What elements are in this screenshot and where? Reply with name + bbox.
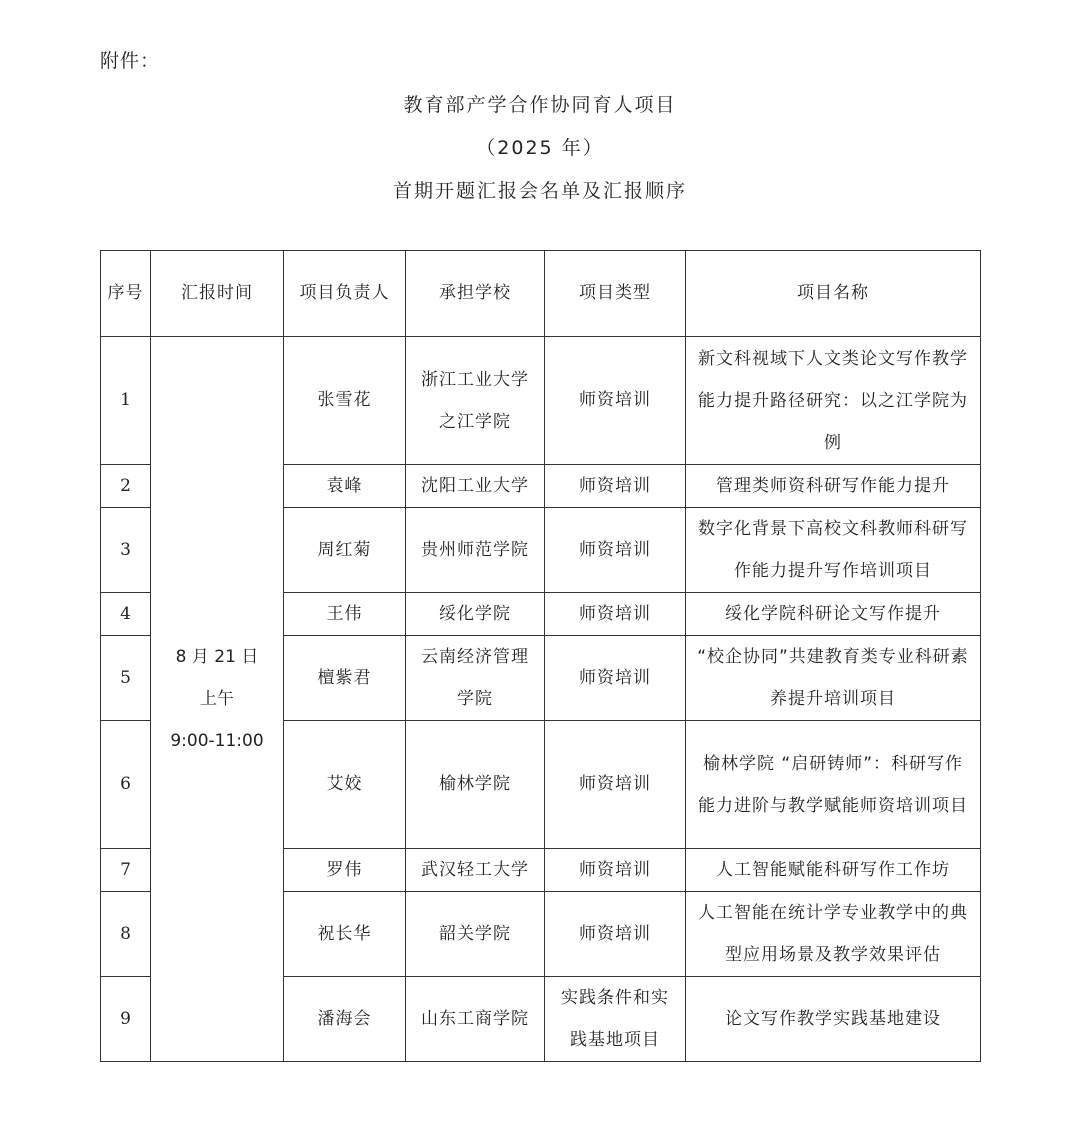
row-project-name: 管理类师资科研写作能力提升 bbox=[686, 465, 981, 508]
row-school: 韶关学院 bbox=[406, 892, 545, 977]
row-project-name: 人工智能赋能科研写作工作坊 bbox=[686, 849, 981, 892]
row-leader: 潘海会 bbox=[284, 977, 406, 1062]
header-type: 项目类型 bbox=[545, 251, 686, 337]
row-type: 师资培训 bbox=[545, 849, 686, 892]
row-no: 4 bbox=[101, 593, 151, 636]
report-time-range: 9:00-11:00 bbox=[170, 731, 264, 751]
row-leader: 张雪花 bbox=[284, 337, 406, 465]
row-school: 武汉轻工大学 bbox=[406, 849, 545, 892]
row-type: 师资培训 bbox=[545, 508, 686, 593]
table-row bbox=[101, 337, 981, 465]
row-type: 师资培训 bbox=[545, 721, 686, 849]
row-project-name: “校企协同”共建教育类专业科研素养提升培训项目 bbox=[686, 636, 981, 721]
row-leader: 王伟 bbox=[284, 593, 406, 636]
row-school: 绥化学院 bbox=[406, 593, 545, 636]
document-year: （2025 年） bbox=[476, 137, 604, 159]
report-period: 上午 bbox=[200, 689, 234, 709]
row-school: 云南经济管理学院 bbox=[406, 636, 545, 721]
report-date: 8 月 21 日 bbox=[175, 647, 259, 667]
row-type: 师资培训 bbox=[545, 337, 686, 465]
table-header-row bbox=[101, 251, 981, 337]
row-no: 3 bbox=[101, 508, 151, 593]
row-type: 师资培训 bbox=[545, 465, 686, 508]
row-school: 贵州师范学院 bbox=[406, 508, 545, 593]
row-school: 沈阳工业大学 bbox=[406, 465, 545, 508]
row-no: 8 bbox=[101, 892, 151, 977]
row-school: 榆林学院 bbox=[406, 721, 545, 849]
row-school: 山东工商学院 bbox=[406, 977, 545, 1062]
row-project-name: 论文写作教学实践基地建设 bbox=[686, 977, 981, 1062]
row-type: 师资培训 bbox=[545, 892, 686, 977]
header-no: 序号 bbox=[101, 251, 151, 337]
row-no: 5 bbox=[101, 636, 151, 721]
row-no: 6 bbox=[101, 721, 151, 849]
report-time-cell bbox=[151, 337, 284, 1062]
attachment-label: 附件： bbox=[100, 50, 161, 72]
row-school: 浙江工业大学之江学院 bbox=[406, 337, 545, 465]
document-title: 教育部产学合作协同育人项目 bbox=[403, 94, 677, 116]
row-no: 2 bbox=[101, 465, 151, 508]
row-leader: 周红菊 bbox=[284, 508, 406, 593]
row-leader: 艾姣 bbox=[284, 721, 406, 849]
row-leader: 祝长华 bbox=[284, 892, 406, 977]
row-no: 7 bbox=[101, 849, 151, 892]
row-project-name: 榆林学院 “启研铸师”：科研写作能力进阶与教学赋能师资培训项目 bbox=[686, 721, 981, 849]
row-project-name: 绥化学院科研论文写作提升 bbox=[686, 593, 981, 636]
row-project-name: 数字化背景下高校文科教师科研写作能力提升写作培训项目 bbox=[686, 508, 981, 593]
document-subtitle: 首期开题汇报会名单及汇报顺序 bbox=[392, 180, 687, 202]
row-project-name: 新文科视域下人文类论文写作教学能力提升路径研究：以之江学院为例 bbox=[686, 337, 981, 465]
row-leader: 檀紫君 bbox=[284, 636, 406, 721]
row-leader: 袁峰 bbox=[284, 465, 406, 508]
header-school: 承担学校 bbox=[406, 251, 545, 337]
row-type: 师资培训 bbox=[545, 593, 686, 636]
schedule-table bbox=[100, 250, 981, 1062]
row-no: 1 bbox=[101, 337, 151, 465]
header-time: 汇报时间 bbox=[151, 251, 284, 337]
row-leader: 罗伟 bbox=[284, 849, 406, 892]
row-no: 9 bbox=[101, 977, 151, 1062]
row-type: 师资培训 bbox=[545, 636, 686, 721]
row-project-name: 人工智能在统计学专业教学中的典型应用场景及教学效果评估 bbox=[686, 892, 981, 977]
header-leader: 项目负责人 bbox=[284, 251, 406, 337]
header-name: 项目名称 bbox=[686, 251, 981, 337]
row-type: 实践条件和实践基地项目 bbox=[545, 977, 686, 1062]
